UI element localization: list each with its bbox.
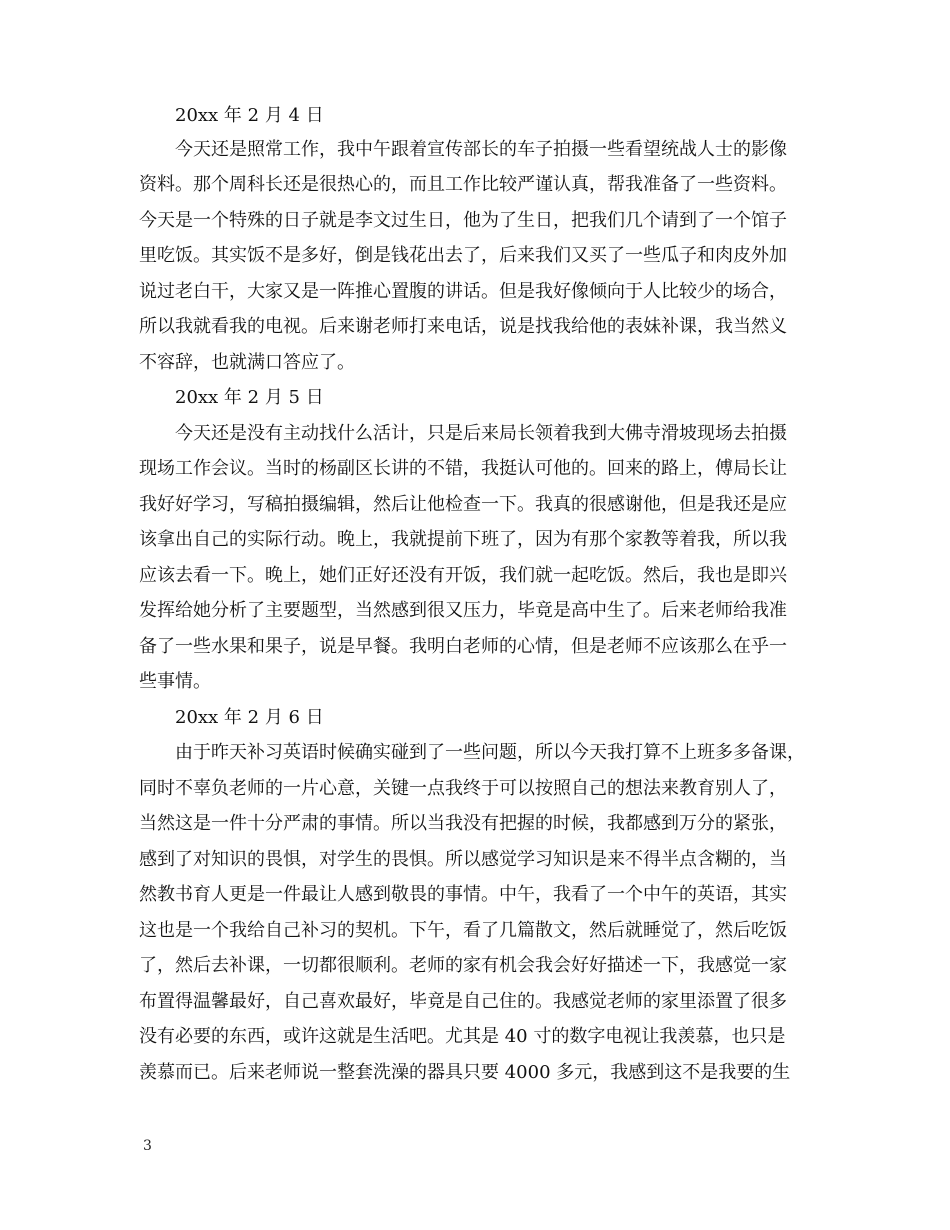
body-text-line bbox=[0, 842, 950, 878]
body-text-line bbox=[0, 629, 950, 665]
body-text-line bbox=[0, 132, 950, 168]
body-text: 不容辞，也就满口答应了。 bbox=[139, 352, 355, 373]
body-text-line bbox=[0, 274, 950, 310]
body-text: 我好好学习，写稿拍摄编辑，然后让他检查一下。我真的很感谢他，但是我还是应 bbox=[139, 494, 787, 515]
page-number: 3 bbox=[143, 1138, 152, 1154]
body-text-line bbox=[0, 984, 950, 1020]
date-heading-text: 20xx 年 2 月 4 日 bbox=[175, 105, 324, 126]
body-text-line bbox=[0, 487, 950, 523]
body-text: 备了一些水果和果子，说是早餐。我明白老师的心情，但是老师不应该那么在乎一 bbox=[139, 636, 787, 657]
body-text-line bbox=[0, 238, 950, 274]
body-text: 发挥给她分析了主要题型，当然感到很又压力，毕竟是高中生了。后来老师给我准 bbox=[139, 600, 787, 621]
body-text: 布置得温馨最好，自己喜欢最好，毕竟是自己住的。我感觉老师的家里添置了很多 bbox=[139, 991, 787, 1012]
body-text: 今天还是没有主动找什么活计，只是后来局长领着我到大佛寺滑坡现场去拍摄 bbox=[175, 423, 787, 444]
date-heading-text: 20xx 年 2 月 6 日 bbox=[175, 707, 324, 728]
body-text-line bbox=[0, 416, 950, 452]
body-text: 今天还是照常工作，我中午跟着宣传部长的车子拍摄一些看望统战人士的影像 bbox=[175, 139, 787, 160]
body-text-line bbox=[0, 664, 950, 700]
body-text: 里吃饭。其实饭不是多好，倒是钱花出去了，后来我们又买了一些瓜子和肉皮外加 bbox=[139, 245, 787, 266]
body-text-line bbox=[0, 913, 950, 949]
body-text: 羡慕而已。后来老师说一整套洗澡的器具只要 4000 多元，我感到这不是我要的生 bbox=[139, 1062, 791, 1083]
body-text: 现场工作会议。当时的杨副区长讲的不错，我挺认可他的。回来的路上，傅局长让 bbox=[139, 458, 787, 479]
date-heading bbox=[0, 98, 950, 134]
body-text-line bbox=[0, 593, 950, 629]
body-text-line bbox=[0, 806, 950, 842]
date-heading-text: 20xx 年 2 月 5 日 bbox=[175, 387, 324, 408]
body-text: 了，然后去补课，一切都很顺利。老师的家有机会我会好好描述一下，我感觉一家 bbox=[139, 955, 787, 976]
body-text: 同时不辜负老师的一片心意，关键一点我终于可以按照自己的想法来教育别人了， bbox=[139, 778, 787, 799]
body-text-line bbox=[0, 522, 950, 558]
body-text: 资料。那个周科长还是很热心的，而且工作比较严谨认真，帮我准备了一些资料。 bbox=[139, 174, 787, 195]
body-text-line bbox=[0, 735, 950, 771]
body-text: 这也是一个我给自己补习的契机。下午，看了几篇散文，然后就睡觉了，然后吃饭 bbox=[139, 920, 787, 941]
body-text: 应该去看一下。晚上，她们正好还没有开饭，我们就一起吃饭。然后，我也是即兴 bbox=[139, 565, 787, 586]
body-text: 当然这是一件十分严肃的事情。所以当我没有把握的时候，我都感到万分的紧张， bbox=[139, 813, 787, 834]
body-text: 所以我就看我的电视。后来谢老师打来电话，说是找我给他的表妹补课，我当然义 bbox=[139, 316, 787, 337]
date-heading bbox=[0, 380, 950, 416]
date-heading bbox=[0, 700, 950, 736]
body-text: 今天是一个特殊的日子就是李文过生日，他为了生日，把我们几个请到了一个馆子 bbox=[139, 210, 787, 231]
body-text-line bbox=[0, 203, 950, 239]
body-text-line bbox=[0, 948, 950, 984]
body-text-line bbox=[0, 345, 950, 381]
body-text: 该拿出自己的实际行动。晚上，我就提前下班了，因为有那个家教等着我，所以我 bbox=[139, 529, 787, 550]
body-text-line bbox=[0, 771, 950, 807]
body-text: 由于昨天补习英语时候确实碰到了一些问题，所以今天我打算不上班多多备课， bbox=[175, 742, 805, 763]
body-text: 些事情。 bbox=[139, 671, 211, 692]
body-text-line bbox=[0, 1019, 950, 1055]
body-text-line bbox=[0, 1055, 950, 1091]
body-text: 感到了对知识的畏惧，对学生的畏惧。所以感觉学习知识是来不得半点含糊的，当 bbox=[139, 849, 787, 870]
body-text-line bbox=[0, 558, 950, 594]
body-text-line bbox=[0, 309, 950, 345]
body-text-line bbox=[0, 877, 950, 913]
body-text: 说过老白干，大家又是一阵推心置腹的讲话。但是我好像倾向于人比较少的场合， bbox=[139, 281, 787, 302]
body-text-line bbox=[0, 167, 950, 203]
body-text-line bbox=[0, 451, 950, 487]
body-text: 没有必要的东西，或许这就是生活吧。尤其是 40 寸的数字电视让我羡慕，也只是 bbox=[139, 1026, 786, 1047]
body-text: 然教书育人更是一件最让人感到敬畏的事情。中午，我看了一个中午的英语，其实 bbox=[139, 884, 787, 905]
